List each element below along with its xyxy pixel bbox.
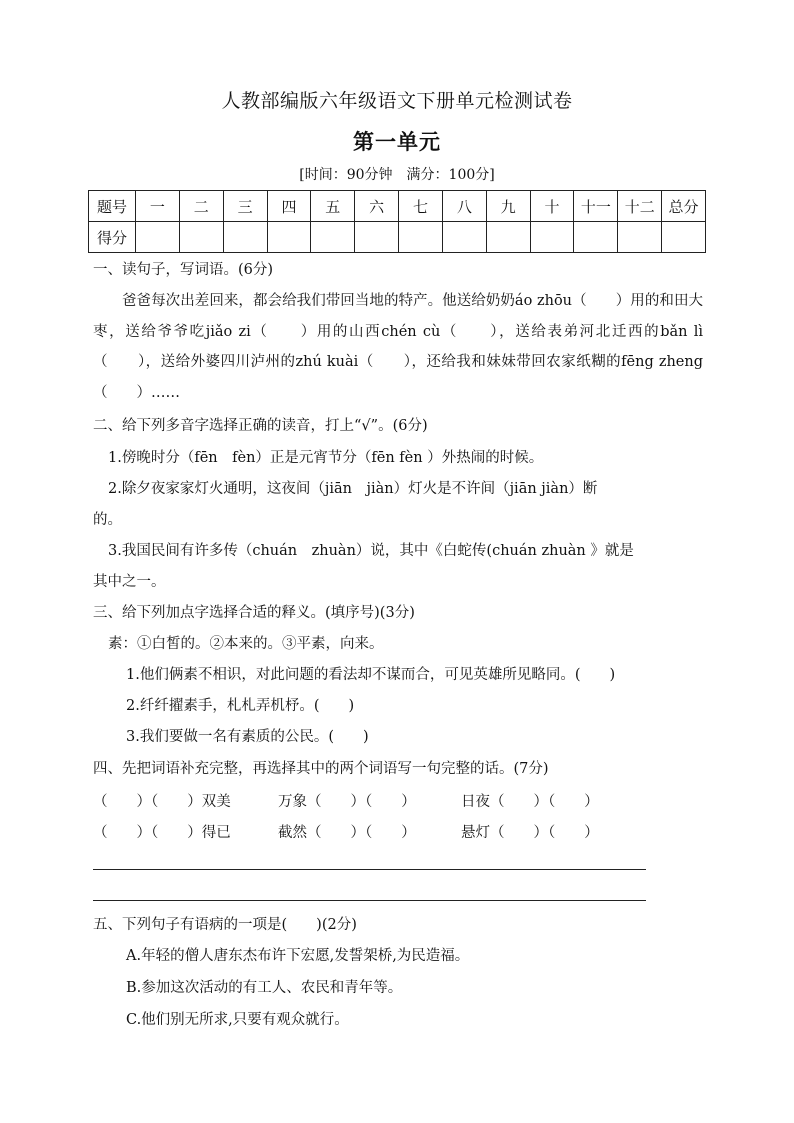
table-cell: 五 (311, 191, 355, 222)
q3-item-3: 3.我们要做一名有素质的公民。( ) (126, 729, 369, 745)
table-cell: 一 (136, 191, 180, 222)
unit-title: 第一单元 (353, 129, 441, 154)
table-cell: 四 (267, 191, 311, 222)
score-table (88, 190, 706, 253)
score-entry-cell[interactable] (355, 222, 399, 253)
score-entry-cell[interactable] (618, 222, 662, 253)
q4-word-6[interactable]: 悬灯（ ）（ ） (461, 825, 599, 841)
q3-heading: 三、给下列加点字选择合适的释义。(填序号)(3分) (93, 605, 415, 621)
table-cell: 总分 (662, 191, 706, 222)
score-entry-cell[interactable] (530, 222, 574, 253)
q2-item-1: 1.傍晚时分（fēn fèn）正是元宵节分（fēn fèn ）外热闹的时候。 (108, 450, 544, 466)
score-entry-cell[interactable] (662, 222, 706, 253)
q5-option-c[interactable]: C.他们别无所求,只要有观众就行。 (126, 1012, 349, 1028)
answer-line[interactable] (93, 869, 646, 870)
q2-item-3: 3.我国民间有许多传（chuán zhuàn）说，其中《白蛇传(chuán zhuàn 》就是 (108, 543, 634, 559)
score-table-score-row (89, 222, 706, 253)
q3-item-2: 2.纤纤擢素手，札札弄机杼。( ) (126, 698, 355, 714)
table-cell: 二 (179, 191, 223, 222)
score-entry-cell[interactable] (442, 222, 486, 253)
q5-option-b[interactable]: B.参加这次活动的有工人、农民和青年等。 (126, 980, 403, 996)
score-entry-cell[interactable] (311, 222, 355, 253)
table-cell: 十二 (618, 191, 662, 222)
table-cell: 得分 (89, 222, 136, 253)
table-cell: 十一 (574, 191, 618, 222)
table-cell: 九 (486, 191, 530, 222)
q1-heading: 一、读句子，写词语。(6分) (93, 262, 274, 278)
score-entry-cell[interactable] (136, 222, 180, 253)
q4-word-5[interactable]: 截然（ ）（ ） (278, 825, 416, 841)
q5-heading: 五、下列句子有语病的一项是( )(2分) (93, 917, 357, 933)
score-entry-cell[interactable] (179, 222, 223, 253)
table-cell: 题号 (89, 191, 136, 222)
q5-option-a[interactable]: A.年轻的僧人唐东杰布许下宏愿,发誓架桥,为民造福。 (126, 948, 470, 964)
table-cell: 三 (223, 191, 267, 222)
table-cell: 八 (442, 191, 486, 222)
q2-item-3-cont: 其中之一。 (93, 574, 166, 590)
exam-title: 人教部编版六年级语文下册单元检测试卷 (221, 90, 573, 112)
score-table-header-row (89, 191, 706, 222)
q2-heading: 二、给下列多音字选择正确的读音，打上“√”。(6分) (93, 418, 428, 434)
q4-word-4[interactable]: （ ）（ ）得已 (93, 825, 231, 841)
score-entry-cell[interactable] (223, 222, 267, 253)
score-entry-cell[interactable] (267, 222, 311, 253)
q4-word-3[interactable]: 日夜（ ）（ ） (461, 794, 599, 810)
q4-word-1[interactable]: （ ）（ ）双美 (93, 794, 231, 810)
q3-item-1: 1.他们俩素不相识，对此问题的看法却不谋而合，可见英雄所见略同。( ) (126, 667, 616, 683)
q4-word-2[interactable]: 万象（ ）（ ） (278, 794, 416, 810)
answer-line[interactable] (93, 900, 646, 901)
table-cell: 七 (399, 191, 443, 222)
score-entry-cell[interactable] (574, 222, 618, 253)
table-cell: 六 (355, 191, 399, 222)
q1-passage: 爸爸每次出差回来，都会给我们带回当地的特产。他送给奶奶áo zhōu（ ）用的和田大枣，送给爷爷吃jiǎo zi（ ）用的山西chén cù（ ），送给表弟河北迁西的bǎn lì（ ），送给外婆四川泸州的zhú kuài（ ），还给我和妹妹带回农家纸糊的fēng zheng（ ）…… (93, 293, 703, 401)
q4-heading: 四、先把词语补充完整，再选择其中的两个词语写一句完整的话。(7分) (93, 761, 549, 777)
score-entry-cell[interactable] (486, 222, 530, 253)
score-entry-cell[interactable] (399, 222, 443, 253)
table-cell: 十 (530, 191, 574, 222)
q2-item-2-cont: 的。 (93, 512, 122, 528)
q3-definition: 素：①白皙的。②本来的。③平素，向来。 (108, 636, 384, 652)
q2-item-2: 2.除夕夜家家灯火通明，这夜间（jiān jiàn）灯火是不许间（jiān jiàn）断 (108, 481, 598, 497)
time-score-info: [时间：90分钟 满分：100分] (299, 167, 495, 183)
